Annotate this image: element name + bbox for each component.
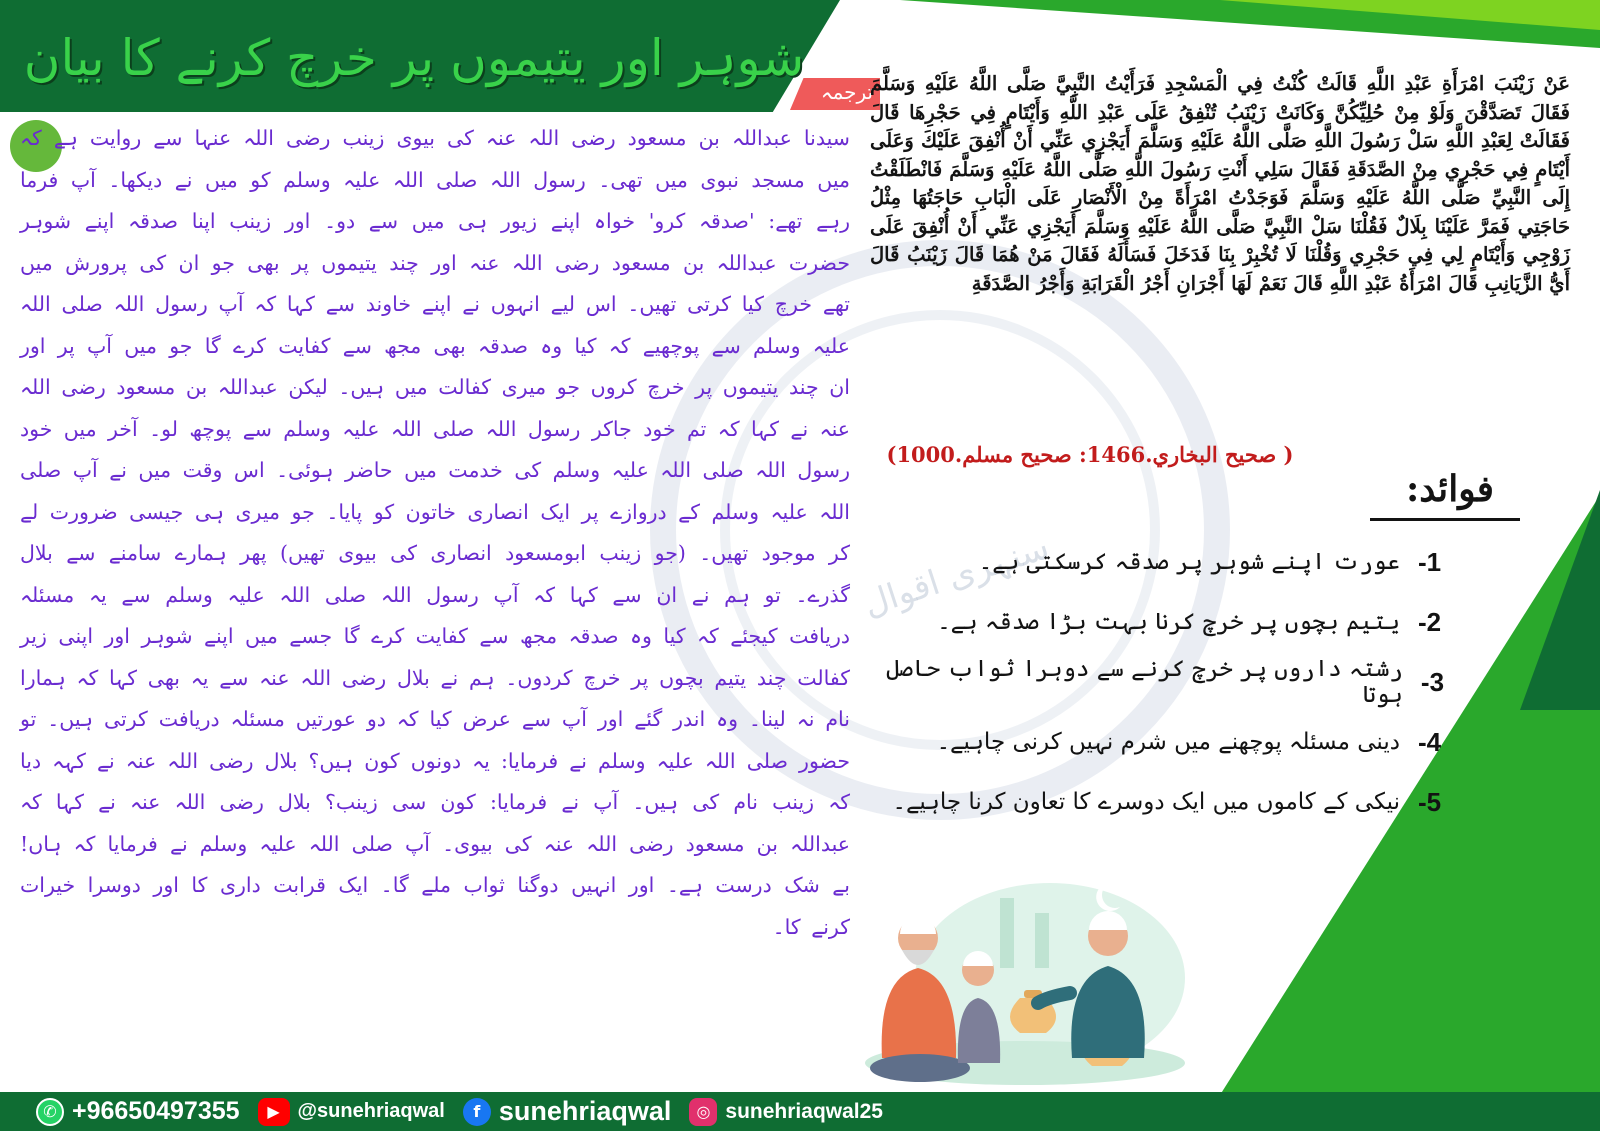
benefit-number: -3 xyxy=(1420,666,1445,697)
arabic-hadith-text: عَنْ زَيْنَبَ امْرَأَةِ عَبْدِ اللَّهِ قَالَتْ كُنْتُ فِي الْمَسْجِدِ فَرَأَيْتُ النَّبِيَّ صَلَّى اللَّهُ عَلَيْهِ وَسَلَّمَ فَقَالَ تَصَدَّقْنَ وَلَوْ مِنْ حُلِيِّكُنَّ وَكَانَتْ زَيْنَبُ تُنْفِقُ عَلَى عَبْدِ اللَّهِ وَأَيْتَامٍ فِي حَجْرِهَا قَالَ فَقَالَتْ لِعَبْدِ اللَّهِ سَلْ رَسُولَ اللَّهِ صَلَّى اللَّهُ عَلَيْهِ وَسَلَّمَ أَيَجْزِي عَنِّي أَنْ أُنْفِقَ عَلَيْكَ وَعَلَى أَيْتَامٍ فِي حَجْرِي مِنْ الصَّدَقَةِ فَقَالَ سَلِي أَنْتِ رَسُولَ اللَّهِ صَلَّى اللَّهُ عَلَيْهِ وَسَلَّمَ فَانْطَلَقْتُ إِلَى النَّبِيِّ صَلَّى اللَّهُ عَلَيْهِ وَسَلَّمَ فَوَجَدْتُ امْرَأَةً مِنْ الْأَنْصَارِ عَلَى الْبَابِ حَاجَتُهَا مِثْلُ حَاجَتِي فَمَرَّ عَلَيْنَا بِلَالٌ فَقُلْنَا سَلْ النَّبِيَّ صَلَّى اللَّهُ عَلَيْهِ وَسَلَّمَ أَيَجْزِي عَنِّي أَنْ أُنْفِقَ عَلَى زَوْجِي وَأَيْتَامٍ لِي فِي حَجْرِي وَقُلْنَا لَا تُخْبِرْ بِنَا فَدَخَلَ فَسَأَلَهُ فَقَالَ مَنْ هُمَا قَالَ زَيْنَبُ قَالَ أَيُّ الزَّيَانِبِ قَالَ امْرَأَةُ عَبْدِ اللَّهِ قَالَ نَعَمْ لَهَا أَجْرَانِ أَجْرُ الْقَرَابَةِ وَأَجْرُ الصَّدَقَةِ xyxy=(870,72,1570,295)
instagram-handle: sunehriaqwal25 xyxy=(725,1099,883,1123)
benefit-item xyxy=(870,592,1470,652)
youtube-icon: ▶ xyxy=(258,1098,290,1126)
facebook-handle: sunehriaqwal xyxy=(498,1096,672,1126)
hadith-reference: ( صحیح البخاري.1466: صحیح مسلم.1000) xyxy=(886,442,1294,467)
decorative-light-triangle xyxy=(1220,0,1600,30)
benefits-underline xyxy=(1370,518,1520,521)
benefits-list xyxy=(870,532,1470,832)
urdu-translation: سیدنا عبداللہ بن مسعود رضی اللہ عنہ کی بیوی زینب رضی اللہ عنہا سے روایت ہے کہ میں مسجد نبوی میں تھی۔ رسول اللہ صلی اللہ علیہ وسلم کو میں نے دیکھا۔ آپ فرما رہے تھے: 'صدقہ کرو' خواہ اپنے زیور ہی میں سے دو۔ اور زینب اپنا صدقہ اپنے شوہر حضرت عبداللہ بن مسعود رضی اللہ عنہ اور چند یتیموں پر بھی جو ان کی پرورش میں تھے خرچ کیا کرتی تھیں۔ اس لیے انہوں نے اپنے خاوند سے کہا کہ آپ رسول اللہ صلی اللہ علیہ وسلم سے پوچھیے کہ کیا وہ صدقہ بھی مجھ سے کفایت کرے گا جو میں آپ پر اور ان چند یتیموں پر خرچ کروں جو میری کفالت میں ہیں۔ لیکن عبداللہ بن مسعود رضی اللہ عنہ نے کہا کہ تم خود جاکر رسول اللہ صلی اللہ علیہ وسلم سے پوچھ لو۔ آخر میں خود رسول اللہ صلی اللہ علیہ وسلم کی خدمت میں حاضر ہوئی۔ اس وقت میں نے آپ صلی اللہ علیہ وسلم کے دروازے پر ایک انصاری خاتون کو پایا۔ جو میری ہی جیسی ضرورت لے کر موجود تھیں۔ (جو زینب ابومسعود انصاری کی بیوی تھیں) پھر ہمارے سامنے سے بلال گذرے۔ تو ہم نے ان سے کہا کہ آپ رسول اللہ صلی اللہ علیہ وسلم سے یہ مسئلہ دریافت کیجئے کہ کیا وہ صدقہ مجھ سے کفایت کرے گا جسے میں اپنے شوہر اور اپنی زیر کفالت چند یتیم بچوں پر خرچ کردوں۔ ہم نے بلال رضی اللہ عنہ سے یہ بھی کہا کہ ہمارا نام نہ لینا۔ وہ اندر گئے اور آپ سے عرض کیا کہ دو عورتیں مسئلہ دریافت کرتی ہیں۔ تو حضور صلی اللہ علیہ وسلم نے فرمایا: یہ دونوں کون ہیں؟ بلال رضی اللہ عنہ نے کہہ دیا کہ زینب نام کی ہیں۔ آپ نے فرمایا: کون سی زینب؟ بلال رضی اللہ عنہ نے کہا کہ عبداللہ بن مسعود رضی اللہ عنہ کی بیوی۔ آپ صلی اللہ علیہ وسلم نے فرمایا کہ ہاں! بے شک درست ہے۔ اور انہیں دوگنا ثواب ملے گا۔ ایک قرابت داری کا اور دوسرا خیرات کرنے کا۔ xyxy=(20,126,850,939)
page-title: شوہر اور یتیموں پر خرچ کرنے کا بیان xyxy=(23,29,805,87)
benefit-text: رشتہ داروں پر خرچ کرنے سے دوہرا ثواب حاصل ہوتا xyxy=(886,656,1403,708)
footer-youtube[interactable] xyxy=(258,1098,445,1126)
benefit-number: -2 xyxy=(1418,606,1442,637)
benefits-heading: فوائد: xyxy=(1405,468,1494,510)
watermark-text: سنہری اقوال xyxy=(858,527,1054,625)
benefit-item xyxy=(870,652,1470,712)
footer-bar xyxy=(0,1092,1600,1131)
benefit-item xyxy=(870,532,1470,592)
benefit-text: دینی مسئلہ پوچھنے میں شرم نہیں کرنی چاہیے۔ xyxy=(936,729,1400,755)
benefit-number: -4 xyxy=(1418,726,1442,757)
footer-instagram[interactable] xyxy=(689,1098,883,1126)
footer-facebook[interactable] xyxy=(463,1096,672,1127)
benefit-text: عورت اپنے شوہر پر صدقہ کرسکتی ہے۔ xyxy=(978,549,1400,575)
minaret-shape xyxy=(1035,913,1049,968)
benefit-item xyxy=(870,712,1470,772)
instagram-icon: ◎ xyxy=(689,1098,717,1126)
benefit-item xyxy=(870,772,1470,832)
benefit-text: نیکی کے کاموں میں ایک دوسرے کا تعاون کرنا چاہیے۔ xyxy=(892,789,1400,815)
benefit-number: -5 xyxy=(1418,786,1442,817)
translation-label: ترجمہ xyxy=(820,80,874,104)
facebook-icon: f xyxy=(463,1098,491,1126)
youtube-handle: @sunehriaqwal xyxy=(297,1100,445,1122)
benefit-number: -1 xyxy=(1418,546,1442,577)
benefit-text: یتیم بچوں پر خرچ کرنا بہت بڑا صدقہ ہے۔ xyxy=(937,609,1400,635)
footer-whatsapp[interactable] xyxy=(36,1097,240,1126)
decorative-dark-corner xyxy=(1520,490,1600,710)
charity-illustration xyxy=(860,858,1190,1088)
phone-number: +96650497355 xyxy=(72,1097,240,1125)
minaret-shape xyxy=(1000,898,1014,968)
whatsapp-icon: ✆ xyxy=(36,1098,64,1126)
